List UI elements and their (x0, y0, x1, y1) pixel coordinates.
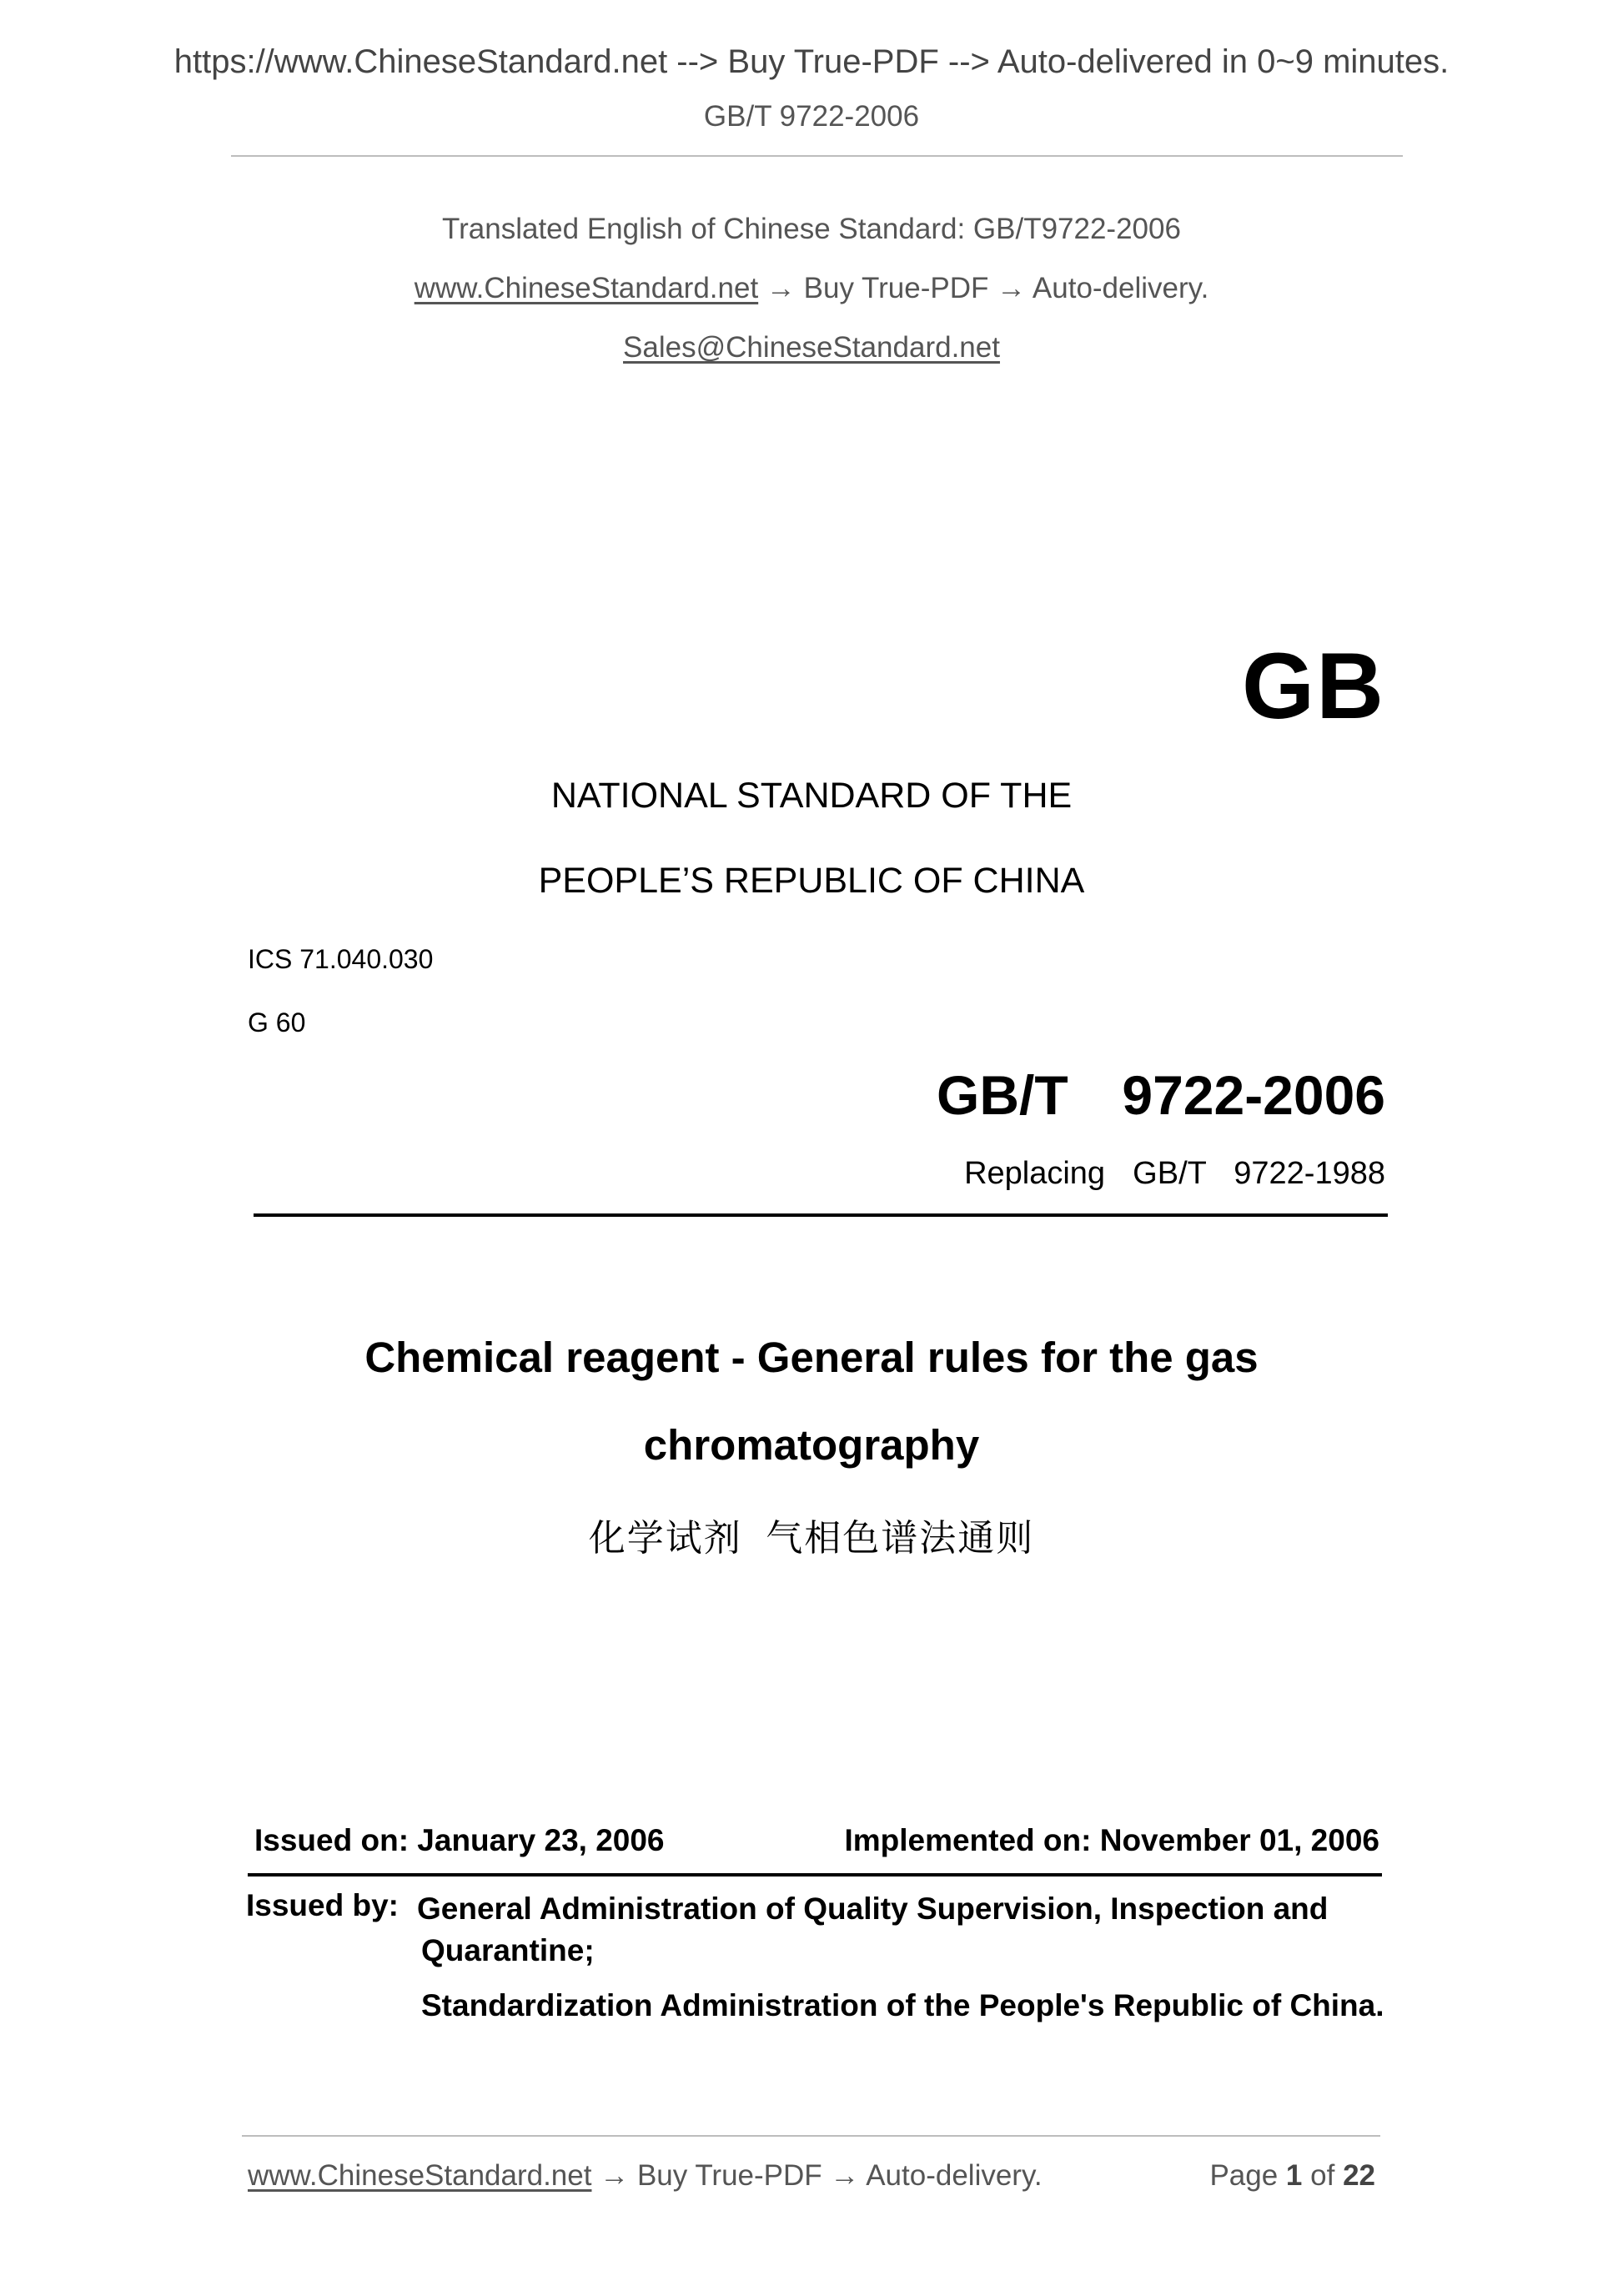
standard-number: GB/T 9722-2006 (937, 1064, 1385, 1126)
issuer-1 (417, 1888, 1387, 1972)
issuer-1-line1: General Administration of Quality Supervision, Inspection and (417, 1892, 1329, 1926)
page-word: Page (1209, 2159, 1279, 2192)
ics-code: ICS 71.040.030 (248, 944, 434, 974)
arrow-icon: → (997, 272, 1027, 304)
issued-by-label: Issued by: (246, 1888, 399, 1922)
implemented-on-date: Implemented on: November 01, 2006 (844, 1823, 1379, 1857)
footer-buy-text: Buy True-PDF (636, 2159, 822, 2192)
national-standard-line1: NATIONAL STANDARD OF THE (550, 776, 1073, 816)
page-number: 1 (1285, 2159, 1303, 2192)
of-word: of (1310, 2159, 1335, 2192)
header-standard-code: GB/T 9722-2006 (703, 100, 920, 133)
arrow-icon: → (600, 2159, 630, 2192)
footer-links (248, 2159, 1043, 2193)
arrow-icon: → (830, 2159, 860, 2192)
buy-text: Buy True-PDF (803, 272, 989, 304)
email-line (0, 331, 1623, 364)
main-divider (254, 1213, 1388, 1217)
issuer-1-line2: Quarantine; (421, 1933, 595, 1967)
dates-divider (248, 1873, 1382, 1876)
translation-line: Translated English of Chinese Standard: GB/T9722-2006 (442, 213, 1181, 245)
header-divider (231, 155, 1403, 157)
footer-divider (242, 2135, 1380, 2137)
page-total: 22 (1343, 2159, 1375, 2192)
footer-site-link[interactable]: www.ChineseStandard.net (248, 2159, 592, 2192)
replacing-standard: Replacing GB/T 9722-1988 (964, 1156, 1385, 1191)
site-link[interactable]: www.ChineseStandard.net (414, 272, 759, 304)
auto-delivery-text: Auto-delivery. (1032, 272, 1209, 304)
issued-on-date: Issued on: January 23, 2006 (254, 1823, 665, 1857)
title-chinese: 化学试剂 气相色谱法通则 (588, 1518, 1035, 1559)
national-standard-line2: PEOPLE’S REPUBLIC OF CHINA (538, 861, 1085, 901)
page-indicator (1209, 2159, 1375, 2193)
gb-logo: GB (1242, 634, 1385, 738)
header-url-line: https://www.ChineseStandard.net --> Buy True-PDF --> Auto-delivered in 0~9 minutes. (173, 43, 1450, 80)
g-code: G 60 (248, 1007, 306, 1037)
title-line1: Chemical reagent - General rules for the gas (364, 1334, 1259, 1381)
email-link[interactable]: Sales@ChineseStandard.net (623, 331, 1000, 364)
translation-link-line (0, 272, 1623, 305)
footer-auto-delivery-text: Auto-delivery. (866, 2159, 1043, 2192)
arrow-icon: → (766, 272, 796, 304)
issuer-2: Standardization Administration of the People's Republic of China. (421, 1988, 1384, 2022)
title-line2: chromatography (643, 1421, 980, 1469)
